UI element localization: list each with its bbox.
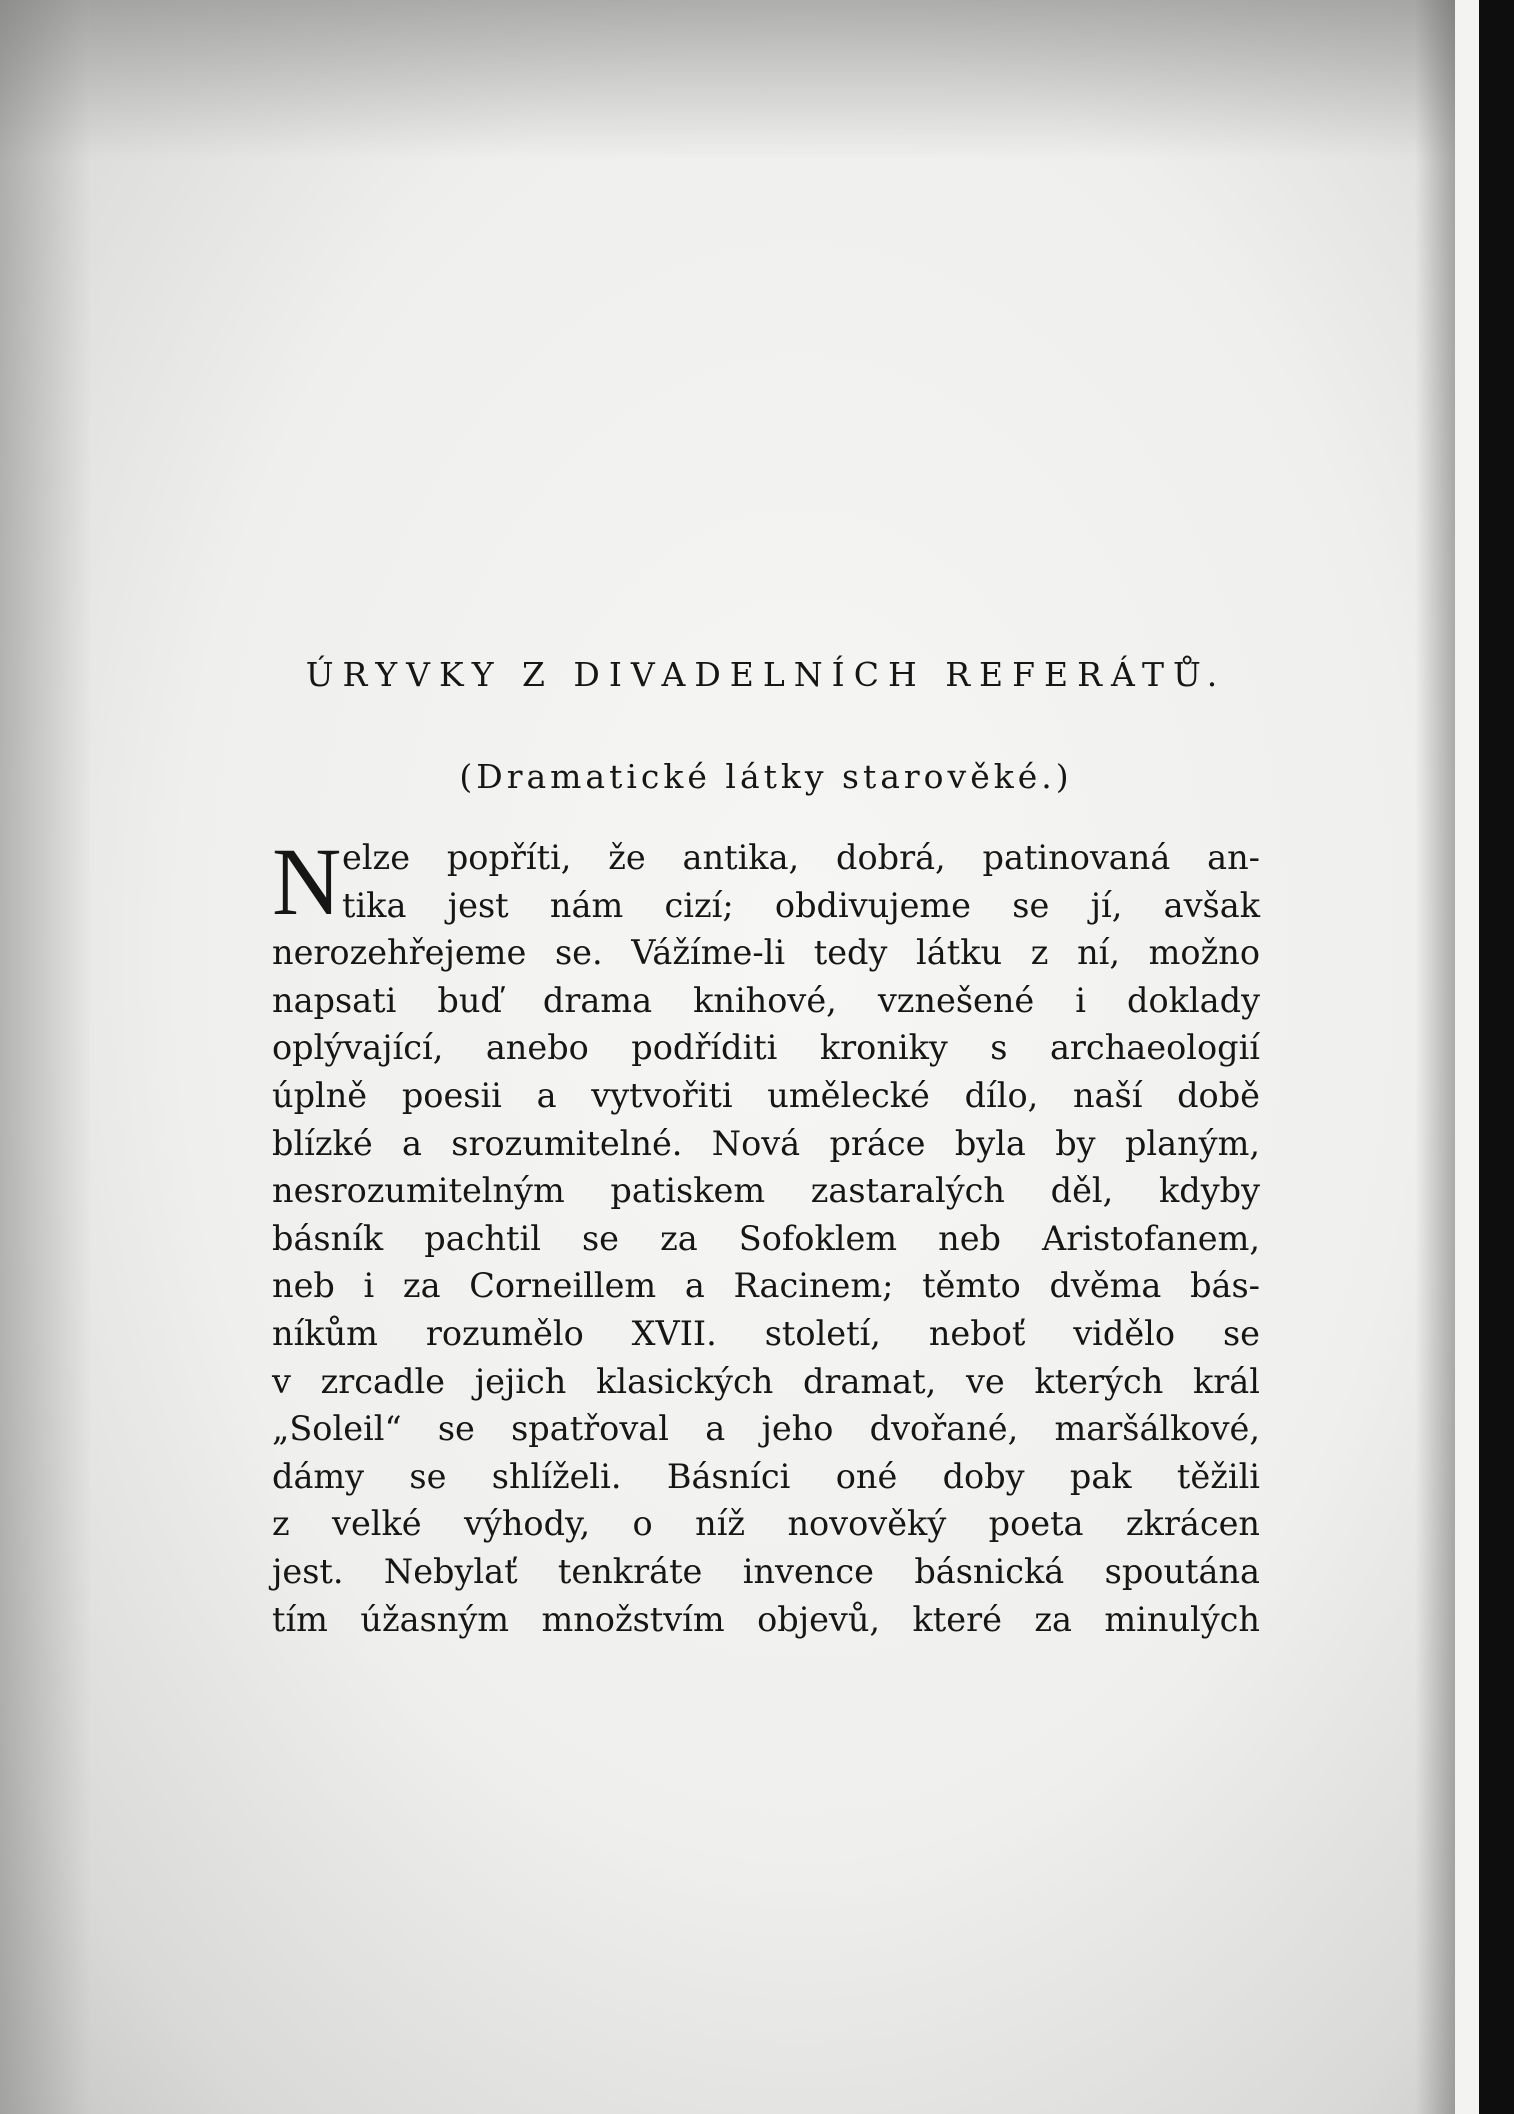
- text-line: tika jest nám cizí; obdivujeme se jí, avšak: [342, 885, 1260, 925]
- text-line: elze popříti, že antika, dobrá, patinovaná an-: [342, 838, 1260, 877]
- page-shadow-top: [0, 0, 1455, 160]
- text-line: nerozehřejeme se. Vážíme-li tedy látku z ní, možno: [272, 933, 1260, 973]
- text-line: básník pachtil se za Sofoklem neb Aristofanem,: [272, 1218, 1260, 1258]
- text-line: níkům rozumělo XVII. století, neboť vidělo se: [272, 1313, 1260, 1353]
- text-line: „Soleil“ se spatřoval a jeho dvořané, maršálkové,: [272, 1409, 1260, 1449]
- chapter-subheading: (Dramatické látky starověké.): [459, 757, 1073, 796]
- text-line: dámy se shlíželi. Básníci oné doby pak těžili: [272, 1456, 1260, 1496]
- text-line: z velké výhody, o níž novověký poeta zkrácen: [272, 1504, 1260, 1544]
- drop-cap: N: [272, 828, 342, 935]
- text-block: [272, 650, 1260, 1643]
- text-line: jest. Nebylať tenkráte invence básnická spoutána: [272, 1551, 1260, 1591]
- chapter-heading: ÚRYVKY Z DIVADELNÍCH REFERÁTŮ.: [305, 655, 1227, 694]
- body-text: [272, 828, 1260, 1643]
- text-line: napsati buď drama knihové, vznešené i doklady: [272, 980, 1260, 1020]
- page-shadow-right: [1415, 0, 1455, 2114]
- text-line: v zrcadle jejich klasických dramat, ve kterých král: [272, 1361, 1260, 1401]
- text-line: oplývající, anebo podříditi kroniky s archaeologií: [272, 1028, 1260, 1068]
- text-line: nesrozumitelným patiskem zastaralých děl, kdyby: [272, 1171, 1260, 1211]
- book-spine-shadow: [1479, 0, 1514, 2114]
- text-line: neb i za Corneillem a Racinem; těmto dvěma bás-: [272, 1266, 1260, 1306]
- text-line: tím úžasným množstvím objevů, které za minulých: [272, 1599, 1260, 1639]
- text-line: úplně poesii a vytvořiti umělecké dílo, naší době: [272, 1075, 1260, 1115]
- text-line: blízké a srozumitelné. Nová práce byla by planým,: [272, 1123, 1260, 1163]
- page-shadow-left: [0, 0, 90, 2114]
- page-gutter: [1455, 0, 1479, 2114]
